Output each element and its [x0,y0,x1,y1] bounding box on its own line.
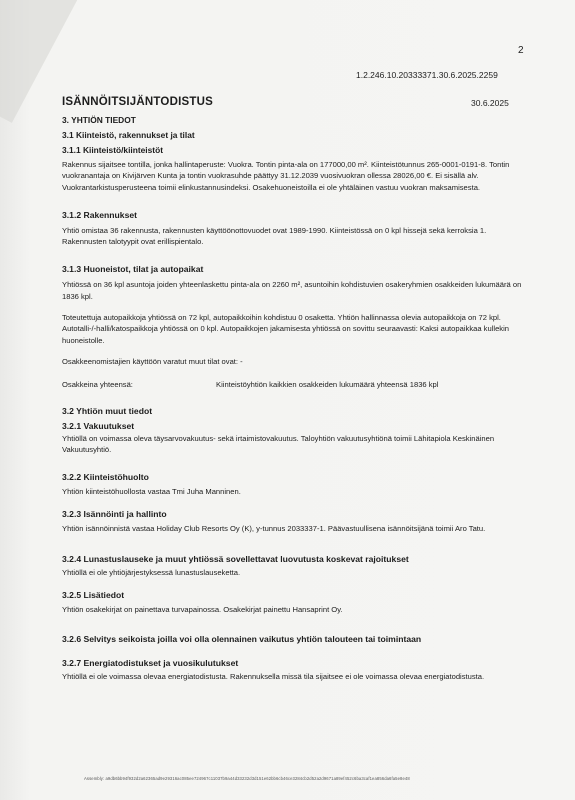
subsection-heading: 3.1 Kiinteistö, rakennukset ja tilat [62,130,195,140]
subsection-heading: 3.2 Yhtiön muut tiedot [62,405,153,416]
paragraph: Yhtiöllä ei ole yhtiöjärjestyksessä lunastuslauseketta. [62,567,241,577]
paragraph: Yhtiö omistaa 36 rakennusta, rakennusten käyttöönottovuodet ovat 1989-1990. Kiinteistössä on 0 kpl hissejä sekä kerroksia 1. Rakennusten talotyypit ovat erillispientalo. [62,225,487,247]
subsection-heading: 3.2.6 Selvitys seikoista joilla voi olla olennainen vaikutus yhtiön talouteen tai toimintaan [62,634,422,645]
subsection-heading: 3.1.2 Rakennukset [62,209,137,220]
assembly-hash-footer: Assembly: a9db6bb94f932d2a62365ad9e29316ac085ee724967c11037b9a44d33232d3d151e62bb6cb46ce3284cb2d52a2d9671a89ef452c6ba3caf1ea856da6fa5e8e48 [84,776,410,781]
subsection-heading: 3.2.5 Lisätiedot [62,590,125,601]
paragraph: Yhtiössä on 36 kpl asuntoja joiden yhteenlaskettu pinta-ala on 2260 m², asuntoihin kohdistuvien osakeryhmien osakkeiden lukumäärä on 1836 kpl. [62,280,522,301]
shares-total-value: Kiinteistöyhtiön kaikkien osakkeiden lukumäärä yhteensä 1836 kpl [216,380,439,390]
subsection-heading: 3.2.4 Lunastuslauseke ja muut yhtiössä sovellettavat luovutusta koskevat rajoitukset [62,553,409,564]
document-reference: 1.2.246.10.20333371.30.6.2025.2259 [356,70,498,80]
subsection-heading: 3.2.1 Vakuutukset [62,420,135,431]
document-body [62,114,522,683]
paragraph: Yhtiöllä ei ole voimassa olevaa energiatodistusta. Rakennuksella missä tila sijaitsee ei ole voimassa olevaa energiatodistusta. [62,672,485,682]
paragraph: Yhtiöllä on voimassa oleva täysarvovakuutus- sekä irtaimistovakuutus. Taloyhtiön vakuutusyhtiönä toimii Lähitapiola Keskinäinen Vakuutusyhtiö. [62,433,495,454]
shares-total-label: Osakkeina yhteensä: [62,380,133,390]
subsection-heading: 3.1.1 Kiinteistö/kiinteistöt [62,145,163,155]
subsection-heading: 3.2.3 Isännöinti ja hallinto [62,509,167,520]
subsection-heading: 3.2.7 Energiatodistukset ja vuosikulutukset [62,658,239,669]
paragraph: Yhtiön isännöinnistä vastaa Holiday Club Resorts Oy (K), y-tunnus 2033337-1. Päävastuullisena isännöitsijänä toimii Aro Tatu. [62,524,486,534]
paragraph: Yhtiön osakekirjat on painettava turvapainossa. Osakekirjat painettu Hansaprint Oy. [62,605,343,615]
paragraph: Toteutettuja autopaikkoja yhtiössä on 72 kpl, autopaikkoihin kohdistuu 0 osaketta. Yhtiön hallinnassa olevia autopaikkoja on 72 kpl. Autotalli-/-halli/katospaikkoja yhtiössä on 0 kpl. Autopaikkojen jakamisesta yhtiössä on sovittu seuraavasti: Kaksi autopaikkaa kullekin huoneistolle. [62,313,510,345]
document-date: 30.6.2025 [471,98,509,108]
paragraph: Osakkeenomistajien käyttöön varatut muut tilat ovat: - [62,356,243,366]
shares-total-row [62,379,522,390]
page-number: 2 [518,45,524,56]
section-heading: 3. YHTIÖN TIEDOT [62,115,136,125]
paragraph: Yhtiön kiinteistöhuollosta vastaa Tmi Juha Manninen. [62,487,241,497]
subsection-heading: 3.1.3 Huoneistot, tilat ja autopaikat [62,264,204,275]
paragraph: Rakennus sijaitsee tontilla, jonka hallintaperuste: Vuokra. Tontin pinta-ala on 177000,00 m². Kiinteistötunnus 265-0001-0191-8. Tontin vuokranantaja on Kivijärven Kunta ja tontin vuokrasuhde päättyy 31.12.2039 vuosivuokran ollessa 28026,00 €. Ei sisällä alv. Vuokrantarkistusperusteena toimii elinkustannusindeksi. Osakehuoneistoilla ei ole yhtäläinen vastuu vuokran maksamisesta. [62,160,510,192]
subsection-heading: 3.2.2 Kiinteistöhuolto [62,472,149,483]
document-title: ISÄNNÖITSIJÄNTODISTUS [62,96,213,108]
